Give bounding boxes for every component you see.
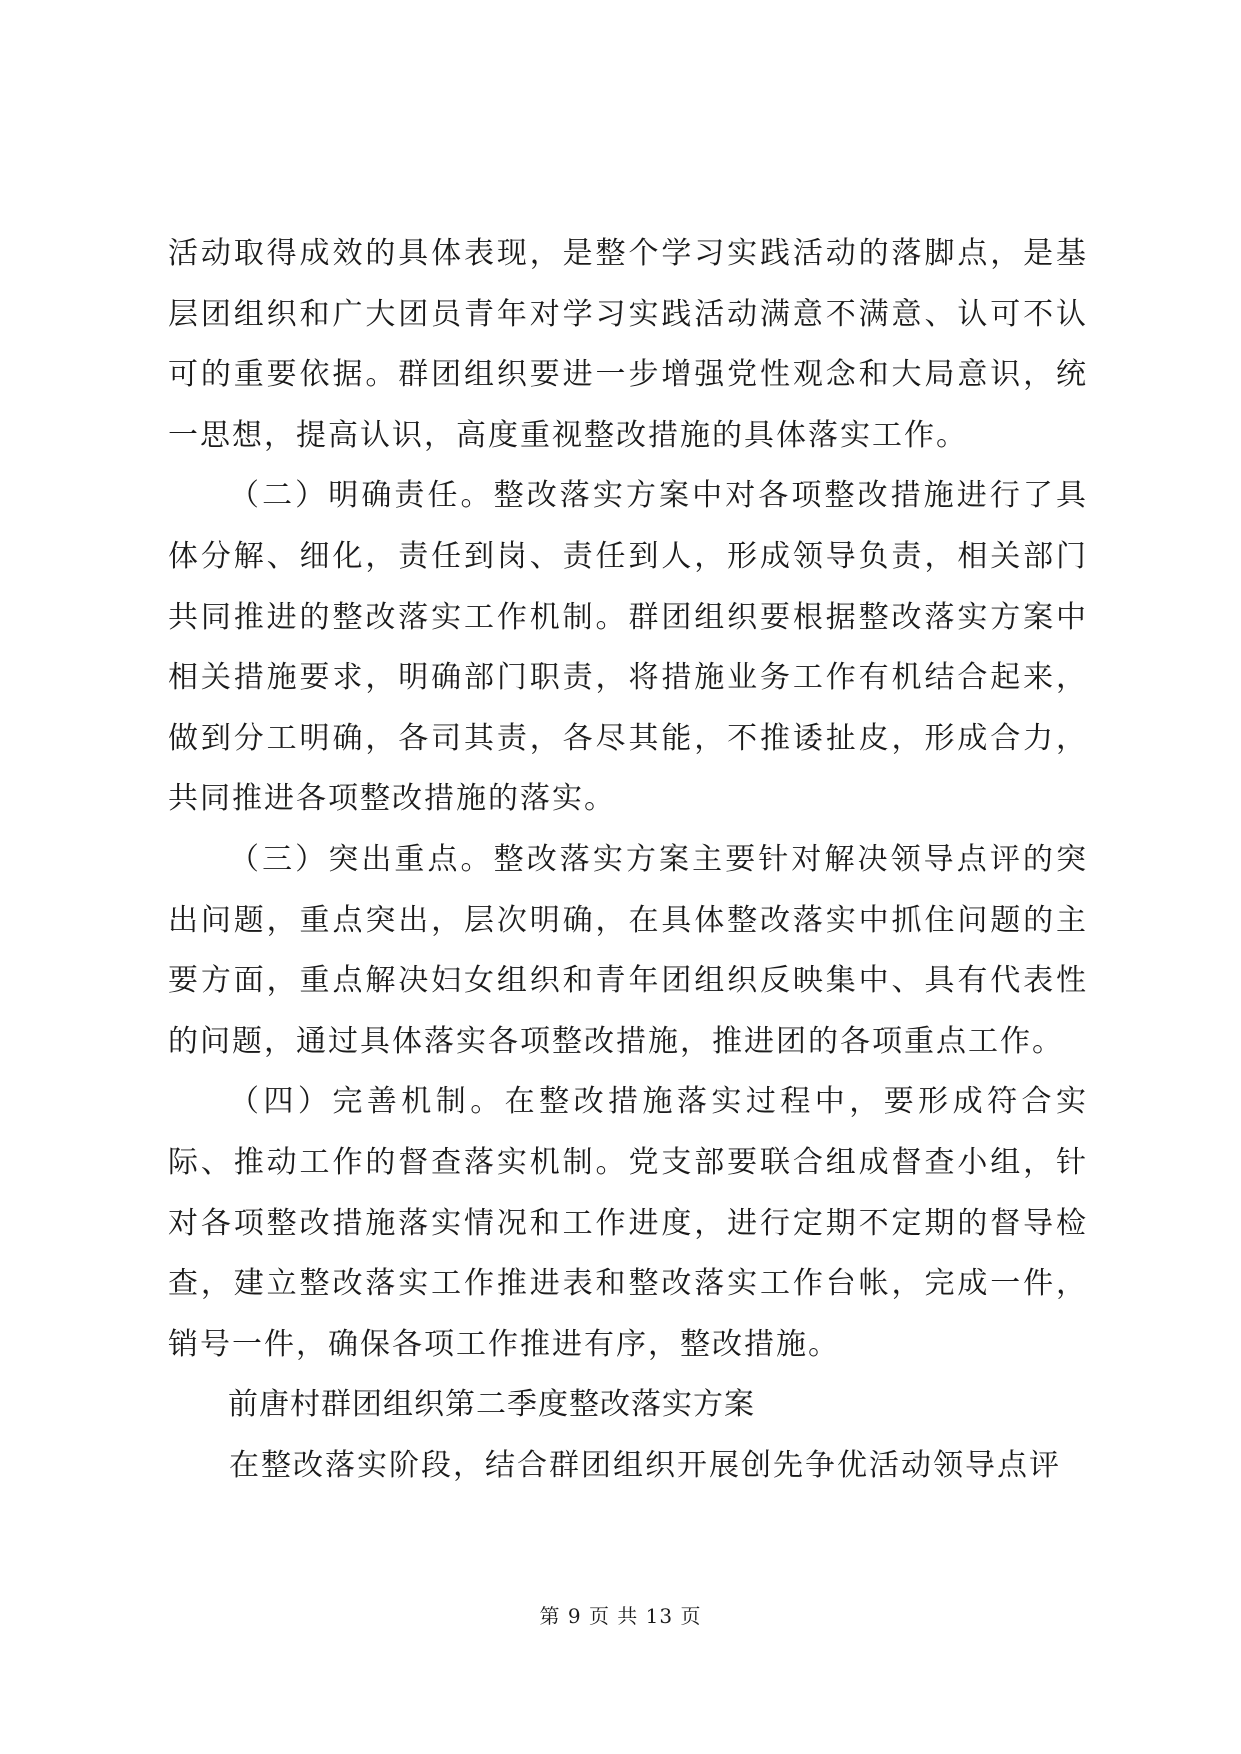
paragraph-improve-mechanism: （四）完善机制。在整改措施落实过程中，要形成符合实际、推动工作的督查落实机制。党支部要联合组成督查小组，针对各项整改措施落实情况和工作进度，进行定期不定期的督导检查，建立整改落实工作推进表和整改落实工作台帐，完成一件，销号一件，确保各项工作推进有序，整改措施。 — [168, 1084, 1088, 1362]
paragraph-highlight-focus: （三）突出重点。整改落实方案主要针对解决领导点评的突出问题，重点突出，层次明确，在具体整改落实中抓住问题的主要方面，重点解决妇女组织和青年团组织反映集中、具有代表性的问题，通过具体落实各项整改措施，推进团的各项重点工作。 — [168, 841, 1088, 1059]
page-number-footer: 第 9 页 共 13 页 — [539, 1604, 702, 1628]
paragraph-rectification-stage: 在整改落实阶段，结合群团组织开展创先争优活动领导点评 — [229, 1447, 1061, 1483]
document-body — [168, 224, 1088, 1496]
paragraph-continuation: 活动取得成效的具体表现，是整个学习实践活动的落脚点，是基层团组织和广大团员青年对学习实践活动满意不满意、认可不认可的重要依据。群团组织要进一步增强党性观念和大局意识，统一思想，提高认识，高度重视整改措施的具体落实工作。 — [168, 236, 1088, 453]
paragraph-clarify-responsibility: （二）明确责任。整改落实方案中对各项整改措施进行了具体分解、细化，责任到岗、责任到人，形成领导负责，相关部门共同推进的整改落实工作机制。群团组织要根据整改落实方案中相关措施要求，明确部门职责，将措施业务工作有机结合起来，做到分工明确，各司其责，各尽其能，不推诿扯皮，形成合力，共同推进各项整改措施的落实。 — [168, 478, 1088, 817]
section-title: 前唐村群团组织第二季度整改落实方案 — [228, 1387, 755, 1423]
